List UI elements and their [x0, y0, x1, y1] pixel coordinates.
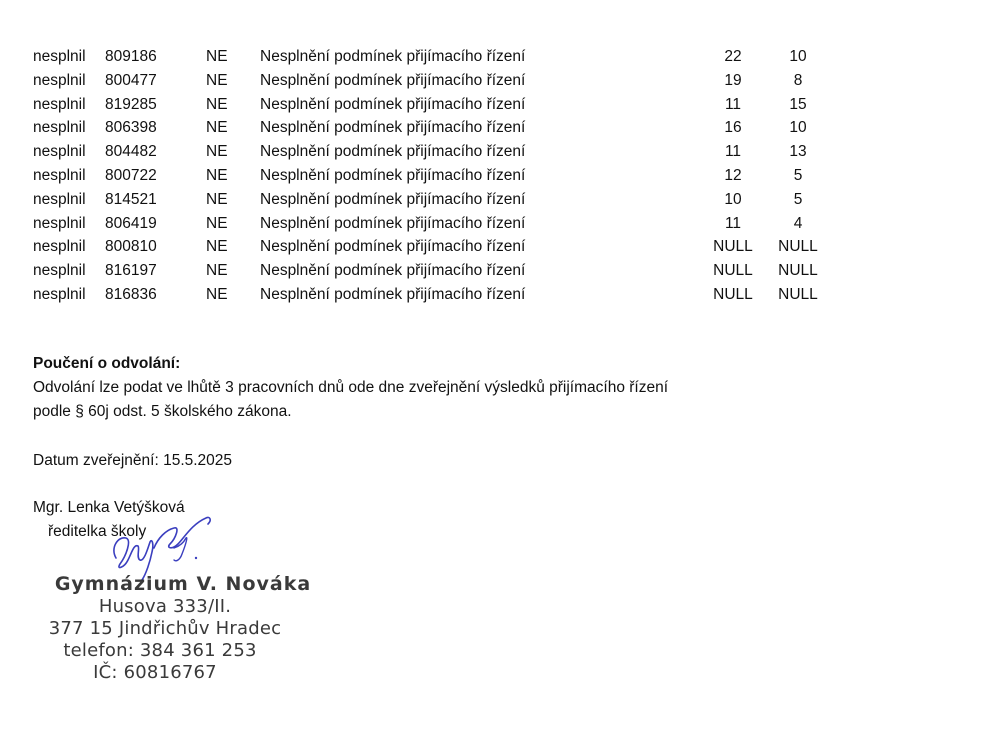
result-admitted-flag: NE [206, 95, 228, 113]
result-admitted-flag: NE [206, 190, 228, 208]
result-score-2: 5 [793, 166, 803, 184]
result-score-1: 22 [724, 48, 742, 65]
result-admitted-flag: NE [206, 71, 228, 89]
result-score-1: 11 [724, 95, 742, 113]
result-reason: Nesplnění podmínek přijímacího řízení [260, 119, 526, 137]
stamp-street: Husova 333/II. [98, 596, 232, 617]
result-id: 819285 [105, 95, 157, 113]
result-row [33, 164, 833, 188]
result-score-1: 11 [724, 214, 742, 232]
stamp-phone: telefon: 384 361 253 [63, 640, 257, 661]
result-reason: Nesplnění podmínek přijímacího řízení [260, 71, 526, 89]
result-admitted-flag: NE [206, 285, 228, 303]
results-list [33, 45, 833, 307]
signatory-name: Mgr. Lenka Vetýšková [33, 499, 185, 516]
result-score-1: 16 [724, 119, 742, 137]
result-reason: Nesplnění podmínek přijímacího řízení [260, 238, 526, 256]
result-reason: Nesplnění podmínek přijímacího řízení [260, 95, 526, 113]
publication-date: Datum zveřejnění: 15.5.2025 [33, 452, 233, 469]
result-id: 809186 [105, 48, 157, 65]
result-status: nesplnil [33, 190, 86, 208]
result-score-2: 13 [789, 143, 807, 161]
result-reason: Nesplnění podmínek přijímacího řízení [260, 214, 526, 232]
result-reason: Nesplnění podmínek přijímacího řízení [260, 143, 526, 161]
result-score-1: 11 [724, 143, 742, 161]
result-reason: Nesplnění podmínek přijímacího řízení [260, 166, 526, 184]
result-status: nesplnil [33, 285, 86, 303]
appeal-notice-line-2: podle § 60j odst. 5 školského zákona. [33, 403, 292, 420]
signatory-role: ředitelka školy [48, 523, 147, 540]
result-score-2: NULL [778, 238, 818, 256]
result-status: nesplnil [33, 71, 86, 89]
result-row [33, 283, 833, 307]
result-reason: Nesplnění podmínek přijímacího řízení [260, 262, 526, 280]
result-id: 806398 [105, 119, 157, 137]
result-score-1: NULL [713, 262, 753, 280]
result-id: 816836 [105, 285, 157, 303]
result-row [33, 140, 833, 164]
result-reason: Nesplnění podmínek přijímacího řízení [260, 48, 526, 65]
result-score-2: 15 [789, 95, 807, 113]
result-status: nesplnil [33, 143, 86, 161]
school-stamp [48, 573, 360, 693]
result-id: 806419 [105, 214, 157, 232]
result-score-1: 10 [724, 190, 742, 208]
stamp-company-id: IČ: 60816767 [93, 662, 217, 683]
result-status: nesplnil [33, 262, 86, 280]
result-id: 804482 [105, 143, 157, 161]
appeal-notice [33, 352, 668, 424]
result-status: nesplnil [33, 48, 86, 65]
result-score-2: 4 [793, 214, 803, 232]
result-reason: Nesplnění podmínek přijímacího řízení [260, 285, 526, 303]
result-admitted-flag: NE [206, 166, 228, 184]
result-score-1: NULL [713, 238, 753, 256]
appeal-notice-title: Poučení o odvolání: [33, 355, 181, 372]
result-score-2: NULL [778, 285, 818, 303]
result-score-2: 10 [789, 119, 807, 137]
result-score-2: 5 [793, 190, 803, 208]
result-row [33, 116, 833, 140]
result-score-2: NULL [778, 262, 818, 280]
result-row [33, 45, 833, 69]
stamp-school-name: Gymnázium V. Nováka [54, 573, 312, 595]
result-status: nesplnil [33, 166, 86, 184]
stamp-city: 377 15 Jindřichův Hradec [48, 618, 282, 639]
result-row [33, 69, 833, 93]
result-admitted-flag: NE [206, 48, 228, 65]
result-row [33, 188, 833, 212]
appeal-notice-line-1: Odvolání lze podat ve lhůtě 3 pracovních dnů ode dne zveřejnění výsledků přijímacího řízení [33, 379, 669, 396]
result-id: 800810 [105, 238, 157, 256]
result-id: 814521 [105, 190, 157, 208]
result-admitted-flag: NE [206, 262, 228, 280]
result-id: 800722 [105, 166, 157, 184]
result-row [33, 93, 833, 117]
result-id: 800477 [105, 71, 157, 89]
result-score-2: 8 [793, 71, 803, 89]
result-row [33, 259, 833, 283]
result-status: nesplnil [33, 95, 86, 113]
result-score-2: 10 [789, 48, 807, 65]
result-row [33, 235, 833, 259]
result-id: 816197 [105, 262, 157, 280]
result-admitted-flag: NE [206, 119, 228, 137]
result-reason: Nesplnění podmínek přijímacího řízení [260, 190, 526, 208]
result-admitted-flag: NE [206, 143, 228, 161]
result-admitted-flag: NE [206, 214, 228, 232]
result-status: nesplnil [33, 238, 86, 256]
result-status: nesplnil [33, 119, 86, 137]
result-status: nesplnil [33, 214, 86, 232]
result-score-1: NULL [713, 285, 753, 303]
result-score-1: 12 [724, 166, 742, 184]
result-admitted-flag: NE [206, 238, 228, 256]
result-row [33, 212, 833, 236]
result-score-1: 19 [724, 71, 742, 89]
